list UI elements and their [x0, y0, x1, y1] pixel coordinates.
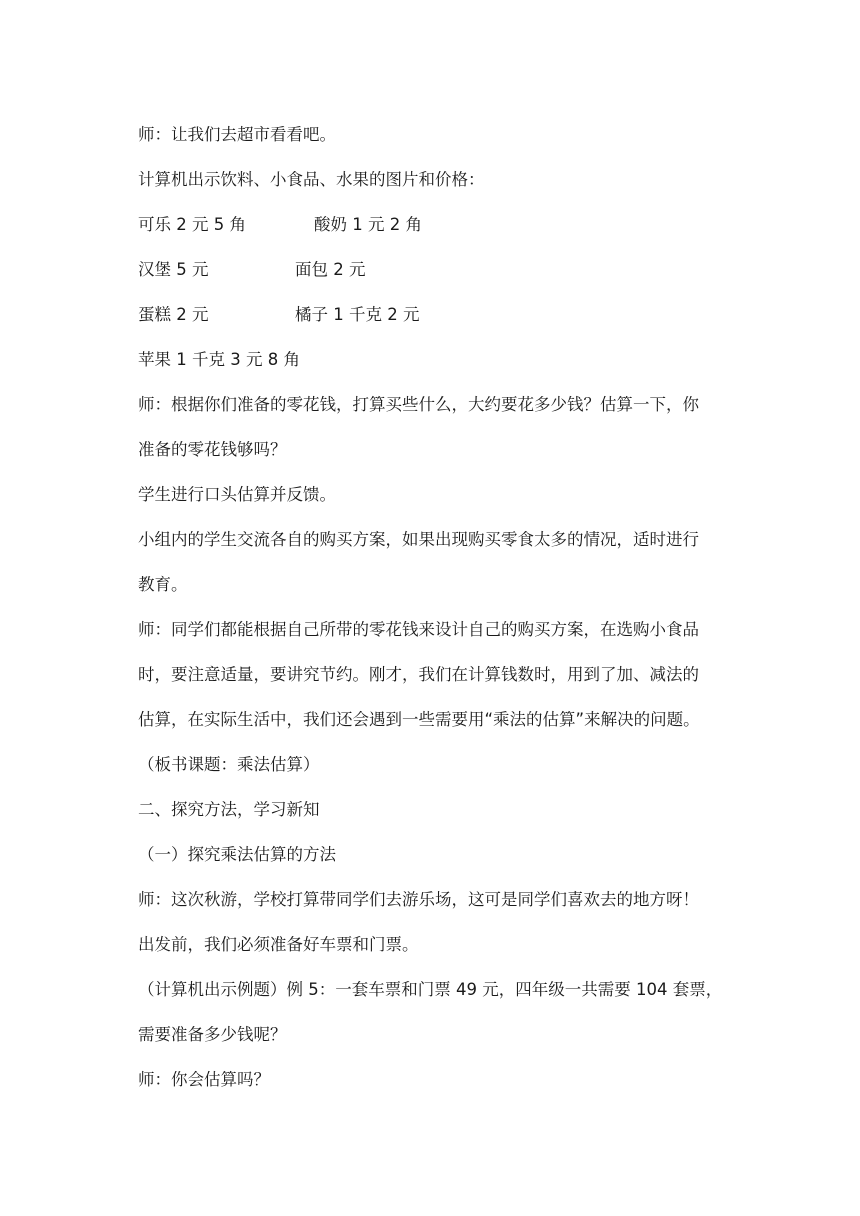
- paragraph: 出发前，我们必须准备好车票和门票。: [138, 935, 419, 954]
- subsection-heading: （一）探究乘法估算的方法: [138, 845, 336, 864]
- paragraph: 师：根据你们准备的零花钱，打算买些什么，大约要花多少钱？估算一下，你: [138, 395, 699, 414]
- paragraph: 计算机出示饮料、小食品、水果的图片和价格：: [138, 170, 485, 189]
- paragraph: 准备的零花钱够吗？: [138, 440, 287, 459]
- paragraph: 师：让我们去超市看看吧。: [138, 125, 336, 144]
- paragraph: （计算机出示例题）例 5：一套车票和门票 49 元，四年级一共需要 104 套票，: [138, 980, 723, 999]
- price-item: 汉堡 5 元: [138, 260, 209, 279]
- paragraph: 需要准备多少钱呢？: [138, 1025, 287, 1044]
- paragraph: 估算，在实际生活中，我们还会遇到一些需要用“乘法的估算”来解决的问题。: [138, 710, 700, 729]
- paragraph: 师：你会估算吗？: [138, 1070, 270, 1089]
- price-row: [138, 202, 738, 247]
- price-row: [138, 292, 738, 337]
- paragraph: 时，要注意适量，要讲究节约。刚才，我们在计算钱数时，用到了加、减法的: [138, 665, 699, 684]
- paragraph: 师：同学们都能根据自己所带的零花钱来设计自己的购买方案，在选购小食品: [138, 620, 699, 639]
- paragraph: 师：这次秋游，学校打算带同学们去游乐场，这可是同学们喜欢去的地方呀！: [138, 890, 699, 909]
- paragraph: （板书课题：乘法估算）: [138, 755, 320, 774]
- paragraph: 教育。: [138, 575, 188, 594]
- paragraph: 小组内的学生交流各自的购买方案，如果出现购买零食太多的情况，适时进行: [138, 530, 699, 549]
- price-item: 橘子 1 千克 2 元: [295, 305, 420, 324]
- price-item: 苹果 1 千克 3 元 8 角: [138, 350, 300, 369]
- price-item: 可乐 2 元 5 角: [138, 215, 246, 234]
- price-row: [138, 247, 738, 292]
- paragraph: 学生进行口头估算并反馈。: [138, 485, 336, 504]
- document-page: [138, 112, 738, 1102]
- price-item: 酸奶 1 元 2 角: [314, 215, 422, 234]
- price-item: 面包 2 元: [295, 260, 366, 279]
- price-item: 蛋糕 2 元: [138, 305, 209, 324]
- section-heading: 二、探究方法，学习新知: [138, 800, 320, 819]
